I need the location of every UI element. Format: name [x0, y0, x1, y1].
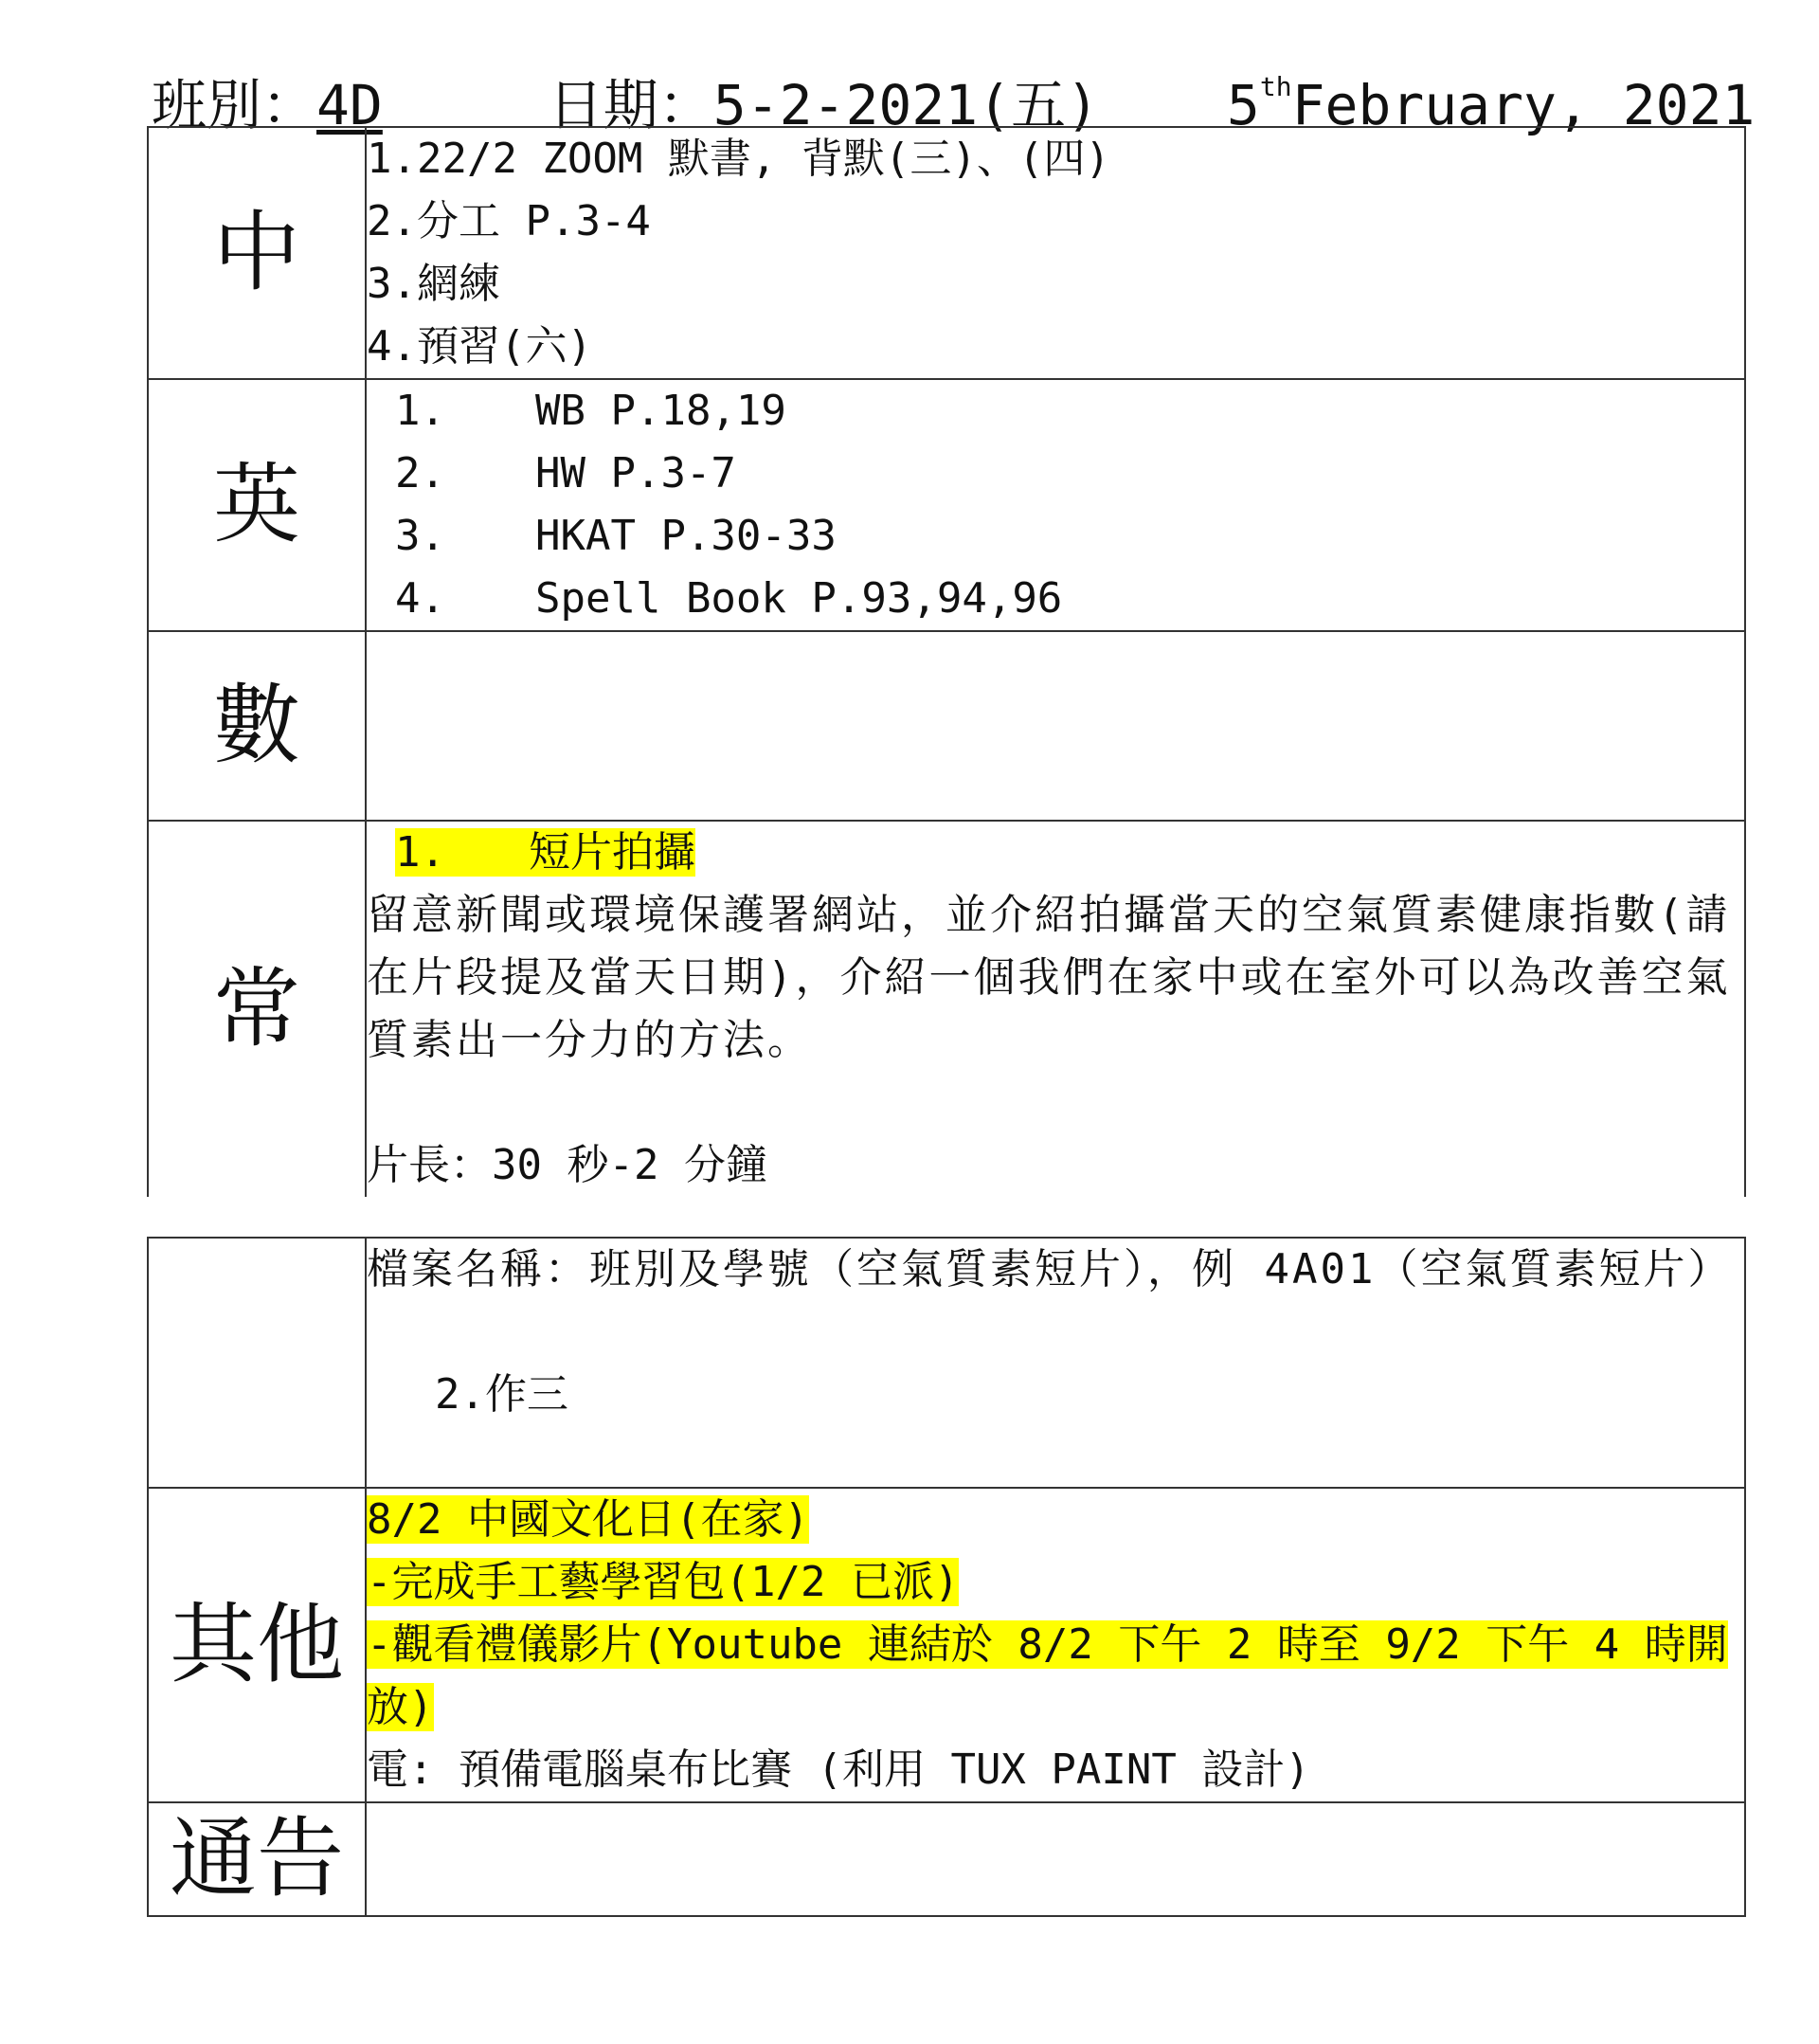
english-item-text: Spell Book P.93,94,96: [535, 574, 1063, 623]
general-studies-content: [366, 821, 1745, 1197]
spacer: [367, 1072, 1744, 1134]
notices-content: [366, 1802, 1745, 1916]
english-item-number: 1.: [395, 387, 445, 435]
subject-english: 英: [148, 379, 366, 631]
spacer: [367, 1301, 1744, 1364]
english-item-number: 2.: [395, 449, 445, 497]
english-item-number: 4.: [395, 574, 445, 623]
general-task-title-line: [367, 822, 1744, 884]
chinese-content: [366, 127, 1745, 379]
date-label: 日期：: [548, 73, 713, 137]
english-content: [366, 379, 1745, 631]
english-date-suffix: th: [1259, 71, 1292, 102]
general-item-2: 2.作三: [435, 1370, 568, 1419]
english-date-rest: February, 2021: [1291, 73, 1756, 137]
english-date-day: 5: [1226, 73, 1260, 137]
subject-general-studies: 常: [148, 821, 366, 1197]
row-general-studies-continued: [148, 1238, 1745, 1488]
subject-general-studies-continued: [148, 1238, 366, 1488]
english-item: [367, 568, 1744, 630]
general-filename-rule: 檔案名稱：班別及學號（空氣質素短片），例 4A01（空氣質素短片）: [367, 1245, 1733, 1293]
row-english: [148, 379, 1745, 631]
class-label: 班別：: [152, 73, 317, 137]
others-content: [366, 1488, 1745, 1802]
general-studies-continued-content: [366, 1238, 1745, 1488]
chinese-item-2: 2.分工 P.3-4: [367, 197, 651, 245]
chinese-item-4: 4.預習(六): [367, 322, 592, 371]
chinese-item-1: 1.22/2 ZOOM 默書, 背默(三)、(四): [367, 135, 1110, 183]
general-task-description: 留意新聞或環境保護署網站，並介紹拍攝當天的空氣質素健康指數(請在片段提及當天日期)，介紹一個我們在家中或在室外可以為改善空氣質素出一分力的方法。: [367, 891, 1731, 1064]
others-line-4: 電: 預備電腦桌布比賽 (利用 TUX PAINT 設計): [367, 1746, 1310, 1794]
english-item: [367, 380, 1744, 443]
row-notices: [148, 1802, 1745, 1916]
row-general-studies: [148, 821, 1745, 1197]
english-item-number: 3.: [395, 512, 445, 560]
homework-table-part1: [147, 126, 1746, 1197]
row-chinese: [148, 127, 1745, 379]
row-math: [148, 631, 1745, 821]
general-task-number: 1.: [395, 828, 529, 877]
others-line-2: -完成手工藝學習包(1/2 已派): [367, 1558, 960, 1606]
subject-math: 數: [148, 631, 366, 821]
date-value: 5-2-2021(五): [712, 73, 1099, 137]
math-content: [366, 631, 1745, 821]
general-task-title: 短片拍攝: [528, 828, 695, 877]
chinese-item-3: 3.網練: [367, 260, 500, 308]
homework-table-part2: [147, 1237, 1746, 1917]
english-item-text: HW P.3-7: [535, 449, 736, 497]
others-line-3: -觀看禮儀影片(Youtube 連結於 8/2 下午 2 時至 9/2 下午 4 時開放): [367, 1620, 1728, 1731]
subject-notices: 通告: [148, 1802, 366, 1916]
subject-chinese: 中: [148, 127, 366, 379]
english-item-text: HKAT P.30-33: [535, 512, 837, 560]
others-line-1: 8/2 中國文化日(在家): [367, 1495, 809, 1544]
english-item: [367, 443, 1744, 505]
english-item-text: WB P.18,19: [535, 387, 786, 435]
row-others: [148, 1488, 1745, 1802]
general-video-length: 片長：30 秒-2 分鐘: [367, 1141, 767, 1189]
english-item: [367, 505, 1744, 568]
subject-others: 其他: [148, 1488, 366, 1802]
class-value: 4D: [316, 73, 383, 137]
